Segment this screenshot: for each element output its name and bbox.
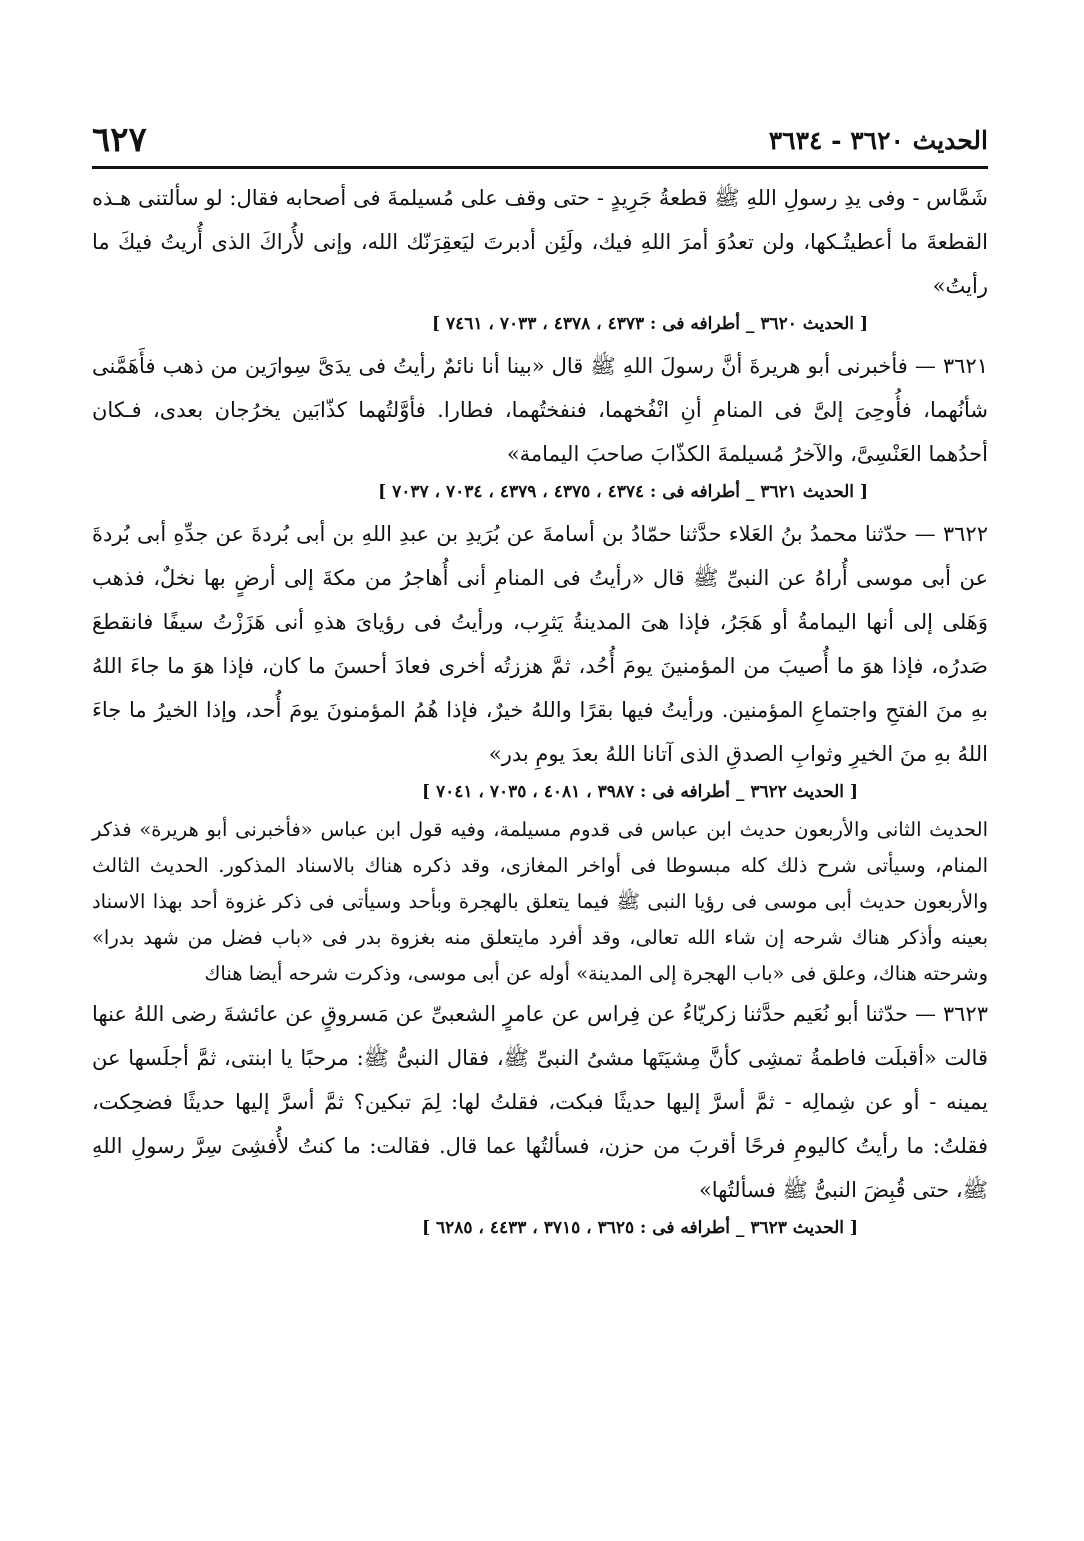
hadith-3620-continuation: شَمَّاس - وفى يدِ رسولِ اللهِ ﷺ قطعةُ جَرِيدٍ - حتى وقف على مُسيلمةَ فى أصحابه فقال: لو سألتنى هـذه القطعةَ ما أعطيتُـكها، ولن تعدُوَ أمرَ اللهِ فيك، ولَئِن أدبرتَ ليَعقِرَنّك الله، وإنى لأُراكَ الذى أُريتُ فيكَ ما رأيتُ» [92,186,988,298]
cross-reference-3620: [ الحديث ٣٦٢٠ _ أطرافه فى : ٤٣٧٣ ، ٤٣٧٨ ، ٧٠٣٣ ، ٧٤٦١ ] [432,314,868,334]
page-body [92,176,988,1248]
running-title: الحديث ٣٦٢٠ - ٣٦٣٤ [768,125,988,155]
page-header [92,118,988,162]
hadith-3622: ٣٦٢٢ — حدّثنا محمدُ بنُ العَلاء حدَّثنا حمّادُ بن أسامةَ عن بُرَيدِ بن عبدِ اللهِ بن أبى بُردةَ عن جدِّهِ أبى بُردةَ عن أبى موسى أُراهُ عن النبىِّ ﷺ قال «رأيتُ فى المنامِ أنى أُهاجرُ من مكةَ إلى أرضٍ بها نخلٌ، فذهب وَهَلى إلى أنها اليمامةُ أو هَجَرُ، فإذا هىَ المدينةُ يَثرِب، ورأيتُ فى رؤياىَ هذهِ أنى هَزَزْتُ سيفًا فانقطعَ صَدرُه، فإذا هوَ ما أُصيبَ من المؤمنينَ يومَ أُحُد، ثمَّ هززتُه أخرى فعادَ أحسنَ ما كان، فإذا هوَ ما جاءَ اللهُ بهِ منَ الفتحِ واجتماعِ المؤمنين. ورأيتُ فيها بقرًا واللهُ خيرٌ، فإذا هُمُ المؤمنونَ يومَ أُحد، وإذا الخيرُ ما جاءَ اللهُ بهِ منَ الخيرِ وثوابِ الصدقِ الذى آتانا اللهُ بعدَ يومِ بدر» [92,522,988,766]
commentary-paragraph: الحديث الثانى والأربعون حديث ابن عباس فى قدوم مسيلمة، وفيه قول ابن عباس «فأخبرنى أبو هريرة» فذكر المنام، وسيأتى شرح ذلك كله مبسوطا فى أواخر المغازى، وقد ذكره هناك بالاسناد المذكور. الحديث الثالث والأربعون حديث أبى موسى فى رؤيا النبى ﷺ فيما يتعلق بالهجرة وبأحد وسيأتى فى ذكر غزوة أحد بهذا الاسناد بعينه وأذكر هناك شرحه إن شاء الله تعالى، وقد أفرد مايتعلق منه بغزوة بدر فى «باب فضل من شهد بدرا» وشرحته هناك، وعلق فى «باب الهجرة إلى المدينة» أوله عن أبى موسى، وذكرت شرحه أيضا هناك [92,818,988,985]
cross-reference-3621: [ الحديث ٣٦٢١ _ أطرافه فى : ٤٣٧٤ ، ٤٣٧٥ ، ٤٣٧٩ ، ٧٠٣٤ ، ٧٠٣٧ ] [378,482,868,502]
hadith-3621: ٣٦٢١ — فأخبرنى أبو هريرةَ أنَّ رسولَ اللهِ ﷺ قال «بينا أنا نائمٌ رأيتُ فى يدَىَّ سِوارَين من ذهب فأَهَمَّنى شأنُهما، فأُوحِىَ إلىَّ فى المنامِ أنِ انْفُخهما، فنفختُهما، فطارا. فأوَّلتُهما كذّابَين يخرُجان بعدى، فـكان أحدُهما العَنْسِىَّ، والآخرُ مُسيلمةَ الكذّابَ صاحبَ اليمامة» [92,354,988,466]
header-rule [92,166,988,169]
hadith-3623: ٣٦٢٣ — حدّثنا أبو نُعَيم حدَّثنا زكريّاءُ عن فِراس عن عامرٍ الشعبىِّ عن مَسروقٍ عن عائشةَ رضى اللهُ عنها قالت «أقبلَت فاطمةُ تمشِى كأنَّ مِشيَتَها مشىُ النبىِّ ﷺ، فقال النبىُّ ﷺ: مرحبًا يا ابنتى، ثمَّ أجلَسها عن يمينه - أو عن شِمالِه - ثمَّ أسرَّ إليها حديثًا فبكت، فقلتُ لها: لِمَ تبكين؟ ثمَّ أسرَّ إليها حديثًا فضحِكت، فقلتُ: ما رأيتُ كاليومِ فرحًا أقربَ من حزن، فسألتُها عما قال. فقالت: ما كنتُ لأُفشِىَ سِرَّ رسولِ اللهِ ﷺ، حتى قُبِضَ النبىُّ ﷺ فسألتُها» [92,1002,988,1202]
page-number: ٦٢٧ [92,120,147,160]
cross-reference-3623: [ الحديث ٣٦٢٣ _ أطرافه فى : ٣٦٢٥ ، ٣٧١٥ ، ٤٤٣٣ ، ٦٢٨٥ ] [422,1218,858,1238]
cross-reference-3622: [ الحديث ٣٦٢٢ _ أطرافه فى : ٣٩٨٧ ، ٤٠٨١ ، ٧٠٣٥ ، ٧٠٤١ ] [422,782,858,802]
